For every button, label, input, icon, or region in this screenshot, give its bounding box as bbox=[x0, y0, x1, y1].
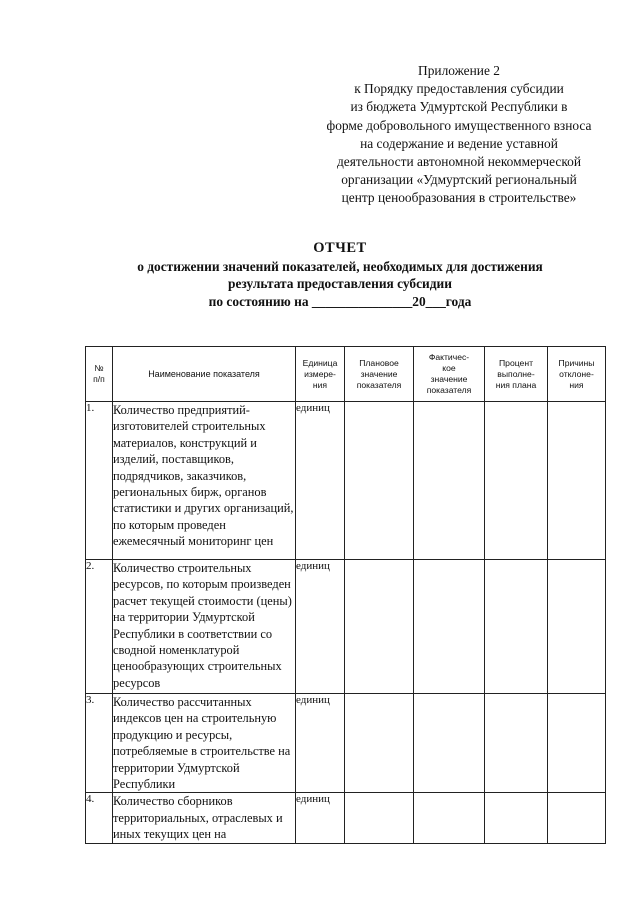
row-indicator-name: Количество сборников территориальных, отраслевых и иных текущих цен на bbox=[113, 793, 296, 843]
appendix-line: из бюджета Удмуртской Республики в bbox=[350, 99, 568, 115]
row-fact-cell bbox=[414, 793, 485, 843]
row-num: 4. bbox=[86, 793, 113, 843]
table-row bbox=[86, 560, 606, 694]
report-title: ОТЧЕТ bbox=[313, 240, 367, 256]
table-header-row bbox=[86, 347, 606, 402]
row-num: 1. bbox=[86, 402, 113, 560]
table-row bbox=[86, 694, 606, 793]
row-fact-cell bbox=[414, 402, 485, 560]
appendix-line: организации «Удмуртский региональный bbox=[341, 172, 577, 188]
table-row bbox=[86, 793, 606, 843]
report-subtitle-line: результата предоставления субсидии bbox=[228, 276, 452, 292]
report-heading bbox=[40, 240, 640, 310]
report-subtitle-line: о достижении значений показателей, необходимых для достижения bbox=[137, 258, 543, 274]
row-unit: единиц bbox=[296, 793, 345, 843]
row-unit: единиц bbox=[296, 402, 345, 560]
row-indicator-name: Количество строительных ресурсов, по которым произведен расчет текущей стоимости (цены) на территории Удмуртской Республики в соответствии со сводной номенклатурой ценообразующих строительных ресурсов bbox=[113, 560, 296, 694]
row-percent-cell bbox=[485, 793, 548, 843]
appendix-line: Приложение 2 bbox=[418, 63, 500, 78]
indicators-table bbox=[85, 346, 606, 844]
row-reasons-cell bbox=[548, 694, 606, 793]
header-unit: Единица измере- ния bbox=[296, 347, 345, 402]
header-num: № п/п bbox=[86, 347, 113, 402]
row-unit: единиц bbox=[296, 694, 345, 793]
header-reasons: Причины отклоне- ния bbox=[548, 347, 606, 402]
row-plan-cell bbox=[345, 694, 414, 793]
row-percent-cell bbox=[485, 560, 548, 694]
table-row bbox=[86, 402, 606, 560]
row-percent-cell bbox=[485, 694, 548, 793]
row-indicator-name: Количество рассчитанных индексов цен на строительную продукцию и ресурсы, потребляемые в строительстве на территории Удмуртской Республики bbox=[113, 694, 296, 793]
row-indicator-name: Количество предприятий-изготовителей строительных материалов, конструкций и изделий, поставщиков, подрядчиков, заказчиков, региональных бирж, органов статистики и других организаций, по которым проведен ежемесячный мониторинг цен bbox=[113, 402, 296, 560]
appendix-line: к Порядку предоставления субсидии bbox=[354, 81, 564, 97]
report-date-line: по состоянию на _______________20___года bbox=[208, 293, 472, 309]
row-fact-cell bbox=[414, 694, 485, 793]
row-reasons-cell bbox=[548, 402, 606, 560]
row-plan-cell bbox=[345, 793, 414, 843]
row-percent-cell bbox=[485, 402, 548, 560]
appendix-line: на содержание и ведение уставной bbox=[360, 135, 558, 151]
row-num: 2. bbox=[86, 560, 113, 694]
row-plan-cell bbox=[345, 402, 414, 560]
appendix-line: форме добровольного имущественного взноса bbox=[326, 117, 592, 133]
appendix-block bbox=[300, 62, 618, 208]
row-reasons-cell bbox=[548, 560, 606, 694]
header-fact: Фактичес- кое значение показателя bbox=[414, 347, 485, 402]
row-reasons-cell bbox=[548, 793, 606, 843]
row-plan-cell bbox=[345, 560, 414, 694]
appendix-line: деятельности автономной некоммерческой bbox=[336, 154, 582, 170]
row-fact-cell bbox=[414, 560, 485, 694]
appendix-line: центр ценообразования в строительстве» bbox=[341, 190, 577, 206]
row-num: 3. bbox=[86, 694, 113, 793]
header-plan: Плановое значение показателя bbox=[345, 347, 414, 402]
header-percent: Процент выполне- ния плана bbox=[485, 347, 548, 402]
header-name: Наименование показателя bbox=[113, 347, 296, 402]
row-unit: единиц bbox=[296, 560, 345, 694]
